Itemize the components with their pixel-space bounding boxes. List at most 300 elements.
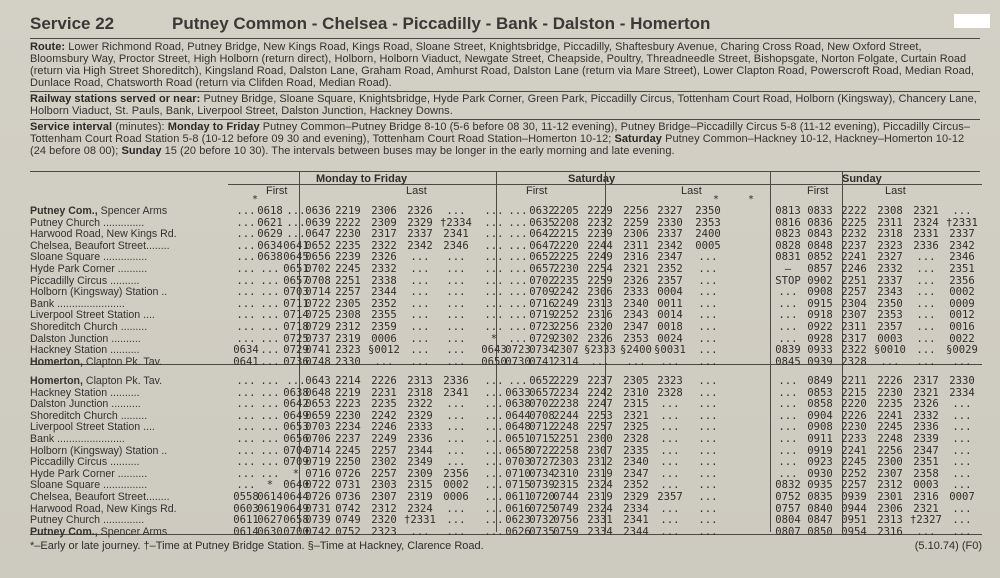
time-cell: 2219 (335, 386, 361, 399)
time-cell: 0003 (913, 479, 939, 492)
time-cell: ... (260, 398, 280, 411)
time-cell: 0727 (529, 456, 555, 469)
stop-sublabel: ....................... (54, 434, 125, 445)
time-cell: ... (286, 228, 306, 241)
interval-unit: (minutes): (115, 121, 165, 133)
time-cell: 0629 (257, 228, 283, 241)
stop-name (30, 492, 228, 504)
time-cell: 2259 (587, 274, 613, 287)
time-cell: ... (374, 355, 394, 368)
stop-sublabel: Spencer Arms (97, 526, 168, 538)
time-cell: ... (952, 467, 972, 480)
time-cell: 0658 (283, 514, 309, 527)
stop-sublabel: .......... (108, 333, 141, 345)
time-cell: 2326 (587, 332, 613, 345)
time-cell: ... (236, 375, 256, 387)
time-cell: 0723 (505, 344, 531, 357)
time-cell: 2327 (877, 251, 903, 264)
time-cell: ... (236, 263, 256, 275)
time-cell: ... (952, 479, 972, 492)
time-cell: ... (916, 297, 936, 310)
time-cell: 2357 (877, 321, 903, 333)
table-row (30, 357, 982, 369)
stop-sublabel: .............. (100, 515, 145, 527)
time-cell: 2300 (587, 433, 613, 445)
time-cell: 0759 (553, 525, 579, 538)
time-cell: 2303 (553, 456, 579, 469)
time-cell: 2252 (841, 467, 867, 480)
time-cell: ... (698, 355, 718, 368)
interval-mf-text: Putney Common–Putney Bridge 8-10 (5-6 before 08 30, 11-12 evening), Putney Bridge–Piccadilly Circus 5-8 (11-12 evening), Piccadilly Circus–Tottenham Court Road Station 5-8 (10-12 before 09 30 and evening), Tottenham Court Road Station–Homerton 10-12; (30, 121, 970, 145)
time-cell: 2356 (443, 467, 469, 480)
time-cell: 2327 (657, 205, 683, 217)
time-cell: ... (286, 216, 306, 229)
stop-label: Homerton, (30, 376, 83, 387)
time-cell: ... (260, 263, 280, 275)
time-cell: 2332 (913, 409, 939, 422)
time-cell: ... (660, 502, 680, 515)
time-cell: ... (260, 421, 280, 434)
time-cell: 2347 (913, 444, 939, 457)
time-cell: ... (484, 398, 504, 411)
time-cell: 2220 (553, 239, 579, 252)
time-cell: 0919 (807, 444, 833, 457)
time-cell: ... (508, 228, 528, 241)
time-cell: 2333 (407, 421, 433, 434)
time-cell: ... (952, 421, 972, 434)
time-cell: 0845 (775, 355, 801, 368)
time-cell: ... (236, 409, 256, 422)
time-cell: 2331 (587, 514, 613, 527)
time-cell: 2338 (371, 274, 397, 287)
time-cell: ... (698, 321, 718, 333)
time-cell: 2312 (877, 479, 903, 492)
time-cell: 0944 (841, 502, 867, 515)
time-cell: 0659 (305, 409, 331, 422)
time-cell: 2336 (913, 421, 939, 434)
time-cell: ... (446, 205, 466, 217)
time-cell: 2219 (335, 205, 361, 217)
time-cell: ... (484, 491, 504, 503)
time-cell: 0711 (283, 297, 309, 310)
time-cell: ... (916, 263, 936, 275)
time-cell: 2241 (841, 444, 867, 457)
time-cell: 0642 (283, 398, 309, 411)
table-row (30, 218, 982, 230)
time-cell: 2337 (657, 228, 683, 241)
time-cell: ... (916, 344, 936, 357)
time-cell: 0850 (807, 525, 833, 538)
time-cell: ... (952, 525, 972, 538)
time-cell: 2328 (623, 433, 649, 445)
time-cell: 2315 (407, 479, 433, 492)
stop-sublabel: .......... (114, 468, 148, 480)
time-cell: 0653 (283, 421, 309, 434)
time-cell: 2307 (841, 309, 867, 322)
time-cell: 2312 (335, 321, 361, 333)
time-cell: 0725 (529, 502, 555, 515)
stop-name (30, 527, 228, 539)
time-cell: 2252 (553, 309, 579, 322)
time-cell: 0915 (807, 297, 833, 310)
time-cell: 0647 (529, 239, 555, 252)
stop-label: Holborn (Kingsway) Station (30, 445, 159, 457)
stop-label: Putney Church (30, 217, 101, 229)
time-cell: 0011 (657, 297, 683, 310)
time-cell: 2341 (443, 228, 469, 241)
stop-label: Sloane Square (30, 480, 101, 492)
time-cell: 2257 (587, 421, 613, 434)
time-cell: 2220 (841, 398, 867, 411)
time-cell: 2214 (335, 375, 361, 387)
time-cell: ... (698, 502, 718, 515)
time-cell: 0749 (553, 502, 579, 515)
stop-name (30, 504, 228, 516)
time-cell: ... (660, 409, 680, 422)
time-cell: 2256 (877, 444, 903, 457)
time-cell: ... (952, 398, 972, 411)
time-cell: 0729 (305, 321, 331, 333)
time-cell: ... (260, 355, 280, 368)
time-cell: 2317 (371, 228, 397, 241)
time-cell: 2341 (443, 386, 469, 399)
time-cell: 0734 (529, 344, 555, 357)
stop-name (30, 241, 228, 253)
table-row (30, 434, 982, 446)
time-cell: ... (410, 297, 430, 310)
time-cell: 2241 (877, 409, 903, 422)
stop-sublabel: .... (140, 310, 155, 322)
stop-name (30, 345, 228, 357)
time-cell: 0848 (807, 239, 833, 252)
time-cell: 0739 (529, 479, 555, 492)
time-cell: §2400 (620, 344, 652, 357)
time-cell: 0640 (283, 479, 309, 492)
time-cell: ... (508, 321, 528, 333)
time-cell: ... (698, 274, 718, 287)
time-cell: 0735 (529, 525, 555, 538)
time-cell: 2244 (587, 239, 613, 252)
time-cell: 2239 (587, 228, 613, 241)
time-cell: 0722 (529, 444, 555, 457)
time-cell: ... (698, 375, 718, 387)
time-cell: 0714 (305, 444, 331, 457)
time-cell: ... (260, 467, 280, 480)
time-cell: 2234 (335, 421, 361, 434)
time-cell: 2301 (877, 491, 903, 503)
time-cell: 2244 (553, 409, 579, 422)
stop-name (30, 322, 228, 334)
stop-label: Hyde Park Corner (30, 468, 115, 480)
time-cell: ... (484, 286, 504, 299)
early-late-marker: * (252, 194, 259, 205)
time-cell: 2311 (877, 216, 903, 229)
time-cell: ... (916, 286, 936, 299)
time-cell: 2253 (587, 409, 613, 422)
time-cell: 2326 (913, 398, 939, 411)
time-cell: 2328 (841, 355, 867, 368)
time-cell: ... (626, 355, 646, 368)
time-cell: 0807 (775, 525, 801, 538)
time-cell: 2205 (553, 205, 579, 217)
stop-sublabel: .. (158, 287, 168, 299)
time-cell: ... (446, 321, 466, 333)
time-cell: 0709 (529, 286, 555, 299)
time-cell: 2211 (841, 375, 867, 387)
time-cell: ... (660, 398, 680, 411)
stop-name (30, 434, 228, 446)
time-cell: 0741 (305, 344, 331, 357)
time-cell: 2313 (407, 375, 433, 387)
time-cell: ... (484, 409, 504, 422)
stop-name (30, 287, 228, 299)
time-cell: 0653 (305, 398, 331, 411)
time-cell: 0922 (807, 321, 833, 333)
time-cell: 2307 (371, 491, 397, 503)
time-cell: 0823 (775, 228, 801, 241)
time-cell: 0716 (305, 467, 331, 480)
time-cell: †2331 (404, 514, 436, 527)
time-cell: †2327 (910, 514, 942, 527)
time-cell: ... (236, 228, 256, 241)
time-cell: 0616 (505, 502, 531, 515)
time-cell: ... (778, 321, 798, 333)
time-cell: 0725 (305, 309, 331, 322)
time-cell: 0649 (283, 409, 309, 422)
stop-name (30, 411, 228, 423)
time-cell: 0647 (305, 228, 331, 241)
time-cell: ... (778, 444, 798, 457)
time-cell: 0657 (529, 263, 555, 275)
time-cell: ... (260, 433, 280, 445)
stop-name (30, 206, 228, 218)
time-cell: ... (916, 525, 936, 538)
time-cell: 2350 (695, 205, 721, 217)
time-cell: 0804 (775, 514, 801, 527)
time-cell: 2222 (841, 205, 867, 217)
time-cell: 0024 (657, 332, 683, 345)
table-row (30, 492, 982, 504)
time-cell: ... (410, 286, 430, 299)
time-cell: STOP (775, 274, 801, 287)
stop-sublabel: Clapton Pk. Tav. (82, 376, 163, 387)
time-cell: 2332 (371, 263, 397, 275)
time-cell: 2230 (335, 228, 361, 241)
time-cell: 2235 (553, 274, 579, 287)
time-cell: 2319 (587, 491, 613, 503)
time-cell: 2238 (553, 398, 579, 411)
stop-sublabel: .......... (107, 387, 140, 399)
time-cell: ... (508, 274, 528, 287)
stop-label: Liverpool Street Station (30, 310, 141, 322)
time-cell: ... (778, 456, 798, 469)
time-cell: 0004 (657, 286, 683, 299)
time-cell: ... (236, 321, 256, 333)
time-cell: 2321 (913, 386, 939, 399)
time-cell: 2319 (407, 491, 433, 503)
time-cell: 2257 (841, 479, 867, 492)
time-cell: ... (236, 205, 256, 217)
time-cell: 0708 (305, 274, 331, 287)
time-cell: 0002 (443, 479, 469, 492)
time-cell: ... (236, 386, 256, 399)
time-cell: 2344 (371, 286, 397, 299)
time-cell: ... (698, 297, 718, 310)
time-cell: 2251 (335, 274, 361, 287)
time-cell: ... (660, 444, 680, 457)
time-cell: ... (778, 421, 798, 434)
time-cell: 2226 (877, 375, 903, 387)
stop-label: Liverpool Street Station (30, 422, 141, 434)
time-cell: 0614 (233, 525, 259, 538)
time-cell: 0635 (529, 216, 555, 229)
time-cell: 0006 (443, 491, 469, 503)
table-row (30, 206, 982, 218)
stop-label: Piccadilly Circus (30, 457, 108, 469)
time-cell: ... (446, 263, 466, 275)
time-cell: 0651 (283, 263, 309, 275)
time-cell: ... (952, 444, 972, 457)
mf-last-heading: Last (406, 185, 427, 197)
sat-first-heading: First (526, 185, 548, 197)
route-label: Route: (30, 41, 66, 53)
time-cell: 2321 (913, 205, 939, 217)
time-cell: 2313 (877, 514, 903, 527)
time-cell: 0641 (283, 239, 309, 252)
time-cell: 0731 (305, 502, 331, 515)
time-cell: ... (260, 309, 280, 322)
page-number-patch (954, 14, 990, 28)
time-cell: 2317 (913, 375, 939, 387)
time-cell: 0939 (807, 355, 833, 368)
time-cell: 2230 (841, 421, 867, 434)
time-cell: 0006 (371, 332, 397, 345)
railway-text: Putney Bridge, Sloane Square, Knightsbridge, Hyde Park Corner, Green Park, Piccadilly Circus, Tottenham Court Road, Holborn (Kingsway), Chancery Lane, Holborn Viaduct, St. Pauls, Bank, Liverpool Street, Dalston Junction, Hackney Downs. (30, 93, 977, 117)
time-cell: ... (446, 444, 466, 457)
time-cell: 0935 (807, 479, 833, 492)
time-cell: ... (484, 386, 504, 399)
time-cell: 0749 (335, 514, 361, 527)
time-cell: 2258 (553, 444, 579, 457)
time-cell: 2336 (443, 375, 469, 387)
time-cell: 2313 (587, 297, 613, 310)
time-cell: ... (484, 502, 504, 515)
time-cell: 2223 (335, 398, 361, 411)
table-row (30, 252, 982, 264)
time-cell: ... (484, 239, 504, 252)
time-cell: ... (236, 309, 256, 322)
time-cell: ... (508, 263, 528, 275)
time-cell: 2352 (623, 479, 649, 492)
time-cell: 2347 (623, 467, 649, 480)
time-cell: ... (508, 286, 528, 299)
time-cell: 2307 (877, 467, 903, 480)
time-cell: 0709 (283, 456, 309, 469)
heading-rule (228, 184, 982, 185)
time-cell: 2334 (587, 525, 613, 538)
time-cell: ... (698, 251, 718, 264)
time-cell: 0930 (807, 467, 833, 480)
sat-last-heading: Last (681, 185, 702, 197)
time-cell: 2239 (335, 251, 361, 264)
time-cell: 0722 (305, 297, 331, 310)
time-cell: 2331 (913, 228, 939, 241)
time-cell: 2311 (841, 321, 867, 333)
time-cell: 2251 (553, 433, 579, 445)
time-cell: 2245 (841, 456, 867, 469)
time-cell: 0648 (305, 386, 331, 399)
time-cell: 2300 (877, 456, 903, 469)
time-cell: 2340 (623, 297, 649, 310)
time-cell: 2312 (371, 502, 397, 515)
time-cell: 2329 (407, 216, 433, 229)
time-cell: 0836 (807, 216, 833, 229)
time-cell: 0657 (283, 274, 309, 287)
time-cell: ... (410, 309, 430, 322)
time-cell: 0641 (233, 355, 259, 368)
stop-name (30, 457, 228, 469)
stop-label: Bank (30, 298, 55, 310)
time-cell: ... (236, 332, 256, 345)
time-cell: 0923 (807, 456, 833, 469)
time-cell: ... (484, 228, 504, 241)
time-cell: ... (698, 479, 718, 492)
time-cell: 0638 (257, 251, 283, 264)
stop-sublabel: .......... (107, 275, 140, 287)
time-cell: ... (260, 297, 280, 310)
time-cell: 2333 (623, 286, 649, 299)
time-cell: 2344 (623, 525, 649, 538)
time-cell: 2316 (587, 309, 613, 322)
time-cell: 2245 (335, 263, 361, 275)
time-cell: ... (508, 205, 528, 217)
time-cell: 2353 (623, 332, 649, 345)
time-cell: ... (916, 355, 936, 368)
time-cell: 0939 (841, 491, 867, 503)
time-cell: ... (446, 286, 466, 299)
railway-stations (30, 94, 982, 118)
time-cell: ... (446, 421, 466, 434)
time-cell: ... (446, 502, 466, 515)
time-cell: 0843 (807, 228, 833, 241)
table-row (30, 299, 982, 311)
time-cell: ... (446, 525, 466, 538)
time-cell: 0928 (807, 332, 833, 345)
stop-name (30, 376, 228, 388)
time-cell: 2350 (877, 297, 903, 310)
time-cell: 0729 (283, 344, 309, 357)
time-cell: 2346 (949, 251, 975, 264)
time-cell: 0847 (807, 514, 833, 527)
time-cell: ... (698, 467, 718, 480)
time-cell: 0840 (807, 502, 833, 515)
time-cell: 2316 (623, 251, 649, 264)
stop-name (30, 252, 228, 264)
time-cell: 2337 (877, 274, 903, 287)
time-cell: 2237 (587, 375, 613, 387)
time-cell: ... (778, 467, 798, 480)
time-cell: 2305 (335, 297, 361, 310)
interval-mf-label: Monday to Friday (167, 121, 260, 133)
stop-sublabel: ......... (117, 322, 148, 333)
document-code: (5.10.74) (F0) (914, 540, 982, 552)
time-cell: 2250 (335, 456, 361, 469)
time-cell: ... (916, 274, 936, 287)
time-cell: 0623 (505, 514, 531, 527)
stop-name (30, 422, 228, 434)
time-cell: 2337 (949, 228, 975, 241)
stop-sublabel: ....................... (54, 298, 125, 310)
